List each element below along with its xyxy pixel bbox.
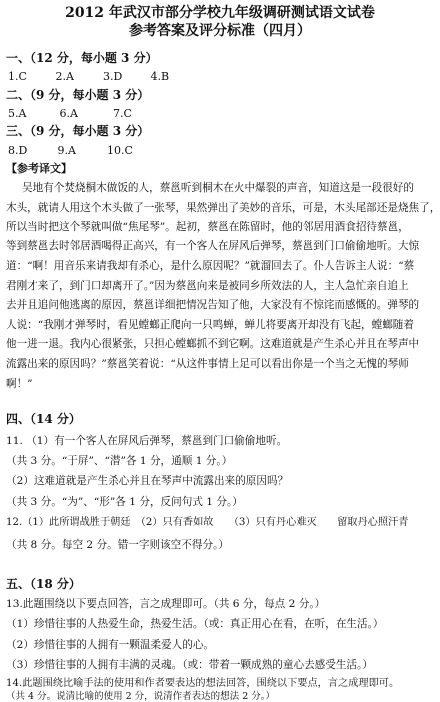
translation-line: 啊！” xyxy=(6,378,33,390)
translation-line: 等到蔡邕去时邻居酒喝得正高兴，有一个客人在屏风后弹琴，蔡邕到门口偷偷地听。大惊 xyxy=(6,240,420,252)
section-5-heading: 五、（18 分） xyxy=(6,577,81,591)
answer-13-point-3: （3）珍惜往事的人拥有丰满的灵魂。（或：带着一颗成熟的童心去感受生活。） xyxy=(6,659,373,671)
answer-6: 6.A xyxy=(59,107,78,120)
translation-line: 流露出来的原因吗？”蔡邕笑着说：“从这件事情上足可以看出你是一个当之无愧的琴师 xyxy=(6,358,409,370)
translation-line: 他一进一退。我内心很紧张，只担心螳螂抓不到它啊。这难道就是产生杀心并且在琴声中 xyxy=(6,338,420,350)
translation-line: 君刚才来了，到门口却离开了。”因为蔡邕向来是被同乡所效法的人，主人急忙亲自追上 xyxy=(6,280,409,292)
translation-line: 所以当时把这个琴就叫做“焦尾琴”。起初，蔡邕在陈留时，他的邻居用酒食招待蔡邕， xyxy=(6,221,409,233)
section-1-answers xyxy=(8,71,195,82)
translation-line: 去并且追问他逃离的原因，蔡邕详细把情况告知了他，大家没有不惊诧而感慨的。弹琴的 xyxy=(6,299,420,311)
answer-1: 1.C xyxy=(8,70,27,83)
answer-13-point-2: （2）珍惜往事的人拥有一颗温柔爱人的心。 xyxy=(6,639,215,651)
answer-10: 10.C xyxy=(107,144,133,157)
exam-title: 2012 年武汉市部分学校九年级调研测试语文试卷 xyxy=(65,5,375,21)
answer-4: 4.B xyxy=(150,70,170,83)
section-3-answers xyxy=(8,145,153,156)
section-2-heading: 二、（9 分，每小题 3 分） xyxy=(6,88,150,102)
section-2-answers xyxy=(8,108,157,119)
answer-7: 7.C xyxy=(113,107,132,120)
answer-2: 2.A xyxy=(55,70,74,83)
translation-line: 木头，就请人用这个木头做了一张琴，果然弹出了美妙的音乐，可是，木头尾部还是烧焦了， xyxy=(6,202,440,214)
translation-line: 吴地有个焚烧桐木做饭的人，蔡邕听到桐木在火中爆裂的声音，知道这是一段很好的 xyxy=(22,182,414,194)
answer-3: 3.D xyxy=(103,70,123,83)
answer-13-point-1: （1）珍惜往事的人热爱生命，热爱生活。（或：真正用心在看，在听，在生活。） xyxy=(6,618,384,630)
reference-translation-heading: 【参考译文】 xyxy=(6,162,72,175)
answer-8: 8.D xyxy=(8,144,28,157)
answer-12-scoring: （共 8 分。每空 2 分。错一字则该空不得分。） xyxy=(6,539,229,551)
answer-14-scoring: （共 4 分。说清比喻的使用 2 分，说清作者表达的想法 2 分。） xyxy=(6,691,276,702)
translation-line: 道：“啊！用音乐来请我却有杀心，是什么原因呢？”就溜回去了。仆人告诉主人说：“蔡 xyxy=(6,260,415,272)
answer-11-part-2-scoring: （共 3 分。“为”、“形”各 1 分，反问句式 1 分。） xyxy=(6,496,243,508)
section-1-heading: 一、（12 分，每小题 3 分） xyxy=(6,51,158,65)
section-3-heading: 三、（9 分，每小题 3 分） xyxy=(6,124,150,138)
answer-11-part-1-scoring: （共 3 分。“于屏”、“潜”各 1 分，通顺 1 分。） xyxy=(6,455,233,467)
answer-9: 9.A xyxy=(57,144,76,157)
answer-12: 12.（1）此所谓战胜于朝廷 （2）只有香如故 （3）只有丹心难灭 留取丹心照汗青 xyxy=(6,517,409,528)
answer-13: 13.此题围绕以下要点回答，言之成理即可。（共 6 分，每点 2 分。） xyxy=(6,598,326,610)
answer-14: 14.此题围绕比喻手法的使用和作者要表达的想法回答，围绕以下要点，言之成理即可。 xyxy=(6,678,400,689)
exam-subtitle: 参考答案及评分标准（四月） xyxy=(129,23,311,39)
answer-11-part-1: 11. （1）有一个客人在屏风后弹琴，蔡邕到门口偷偷地听。 xyxy=(6,435,288,447)
translation-line: 人说：“我刚才弹琴时，看见螳螂正爬向一只鸣蝉，蝉儿将要离开却没有飞起，螳螂随着 xyxy=(6,319,414,331)
answer-11-part-2: （2）这难道就是产生杀心并且在琴声中流露出来的原因吗？ xyxy=(6,475,289,487)
section-4-heading: 四、（14 分） xyxy=(6,412,81,426)
answer-5: 5.A xyxy=(8,107,27,120)
